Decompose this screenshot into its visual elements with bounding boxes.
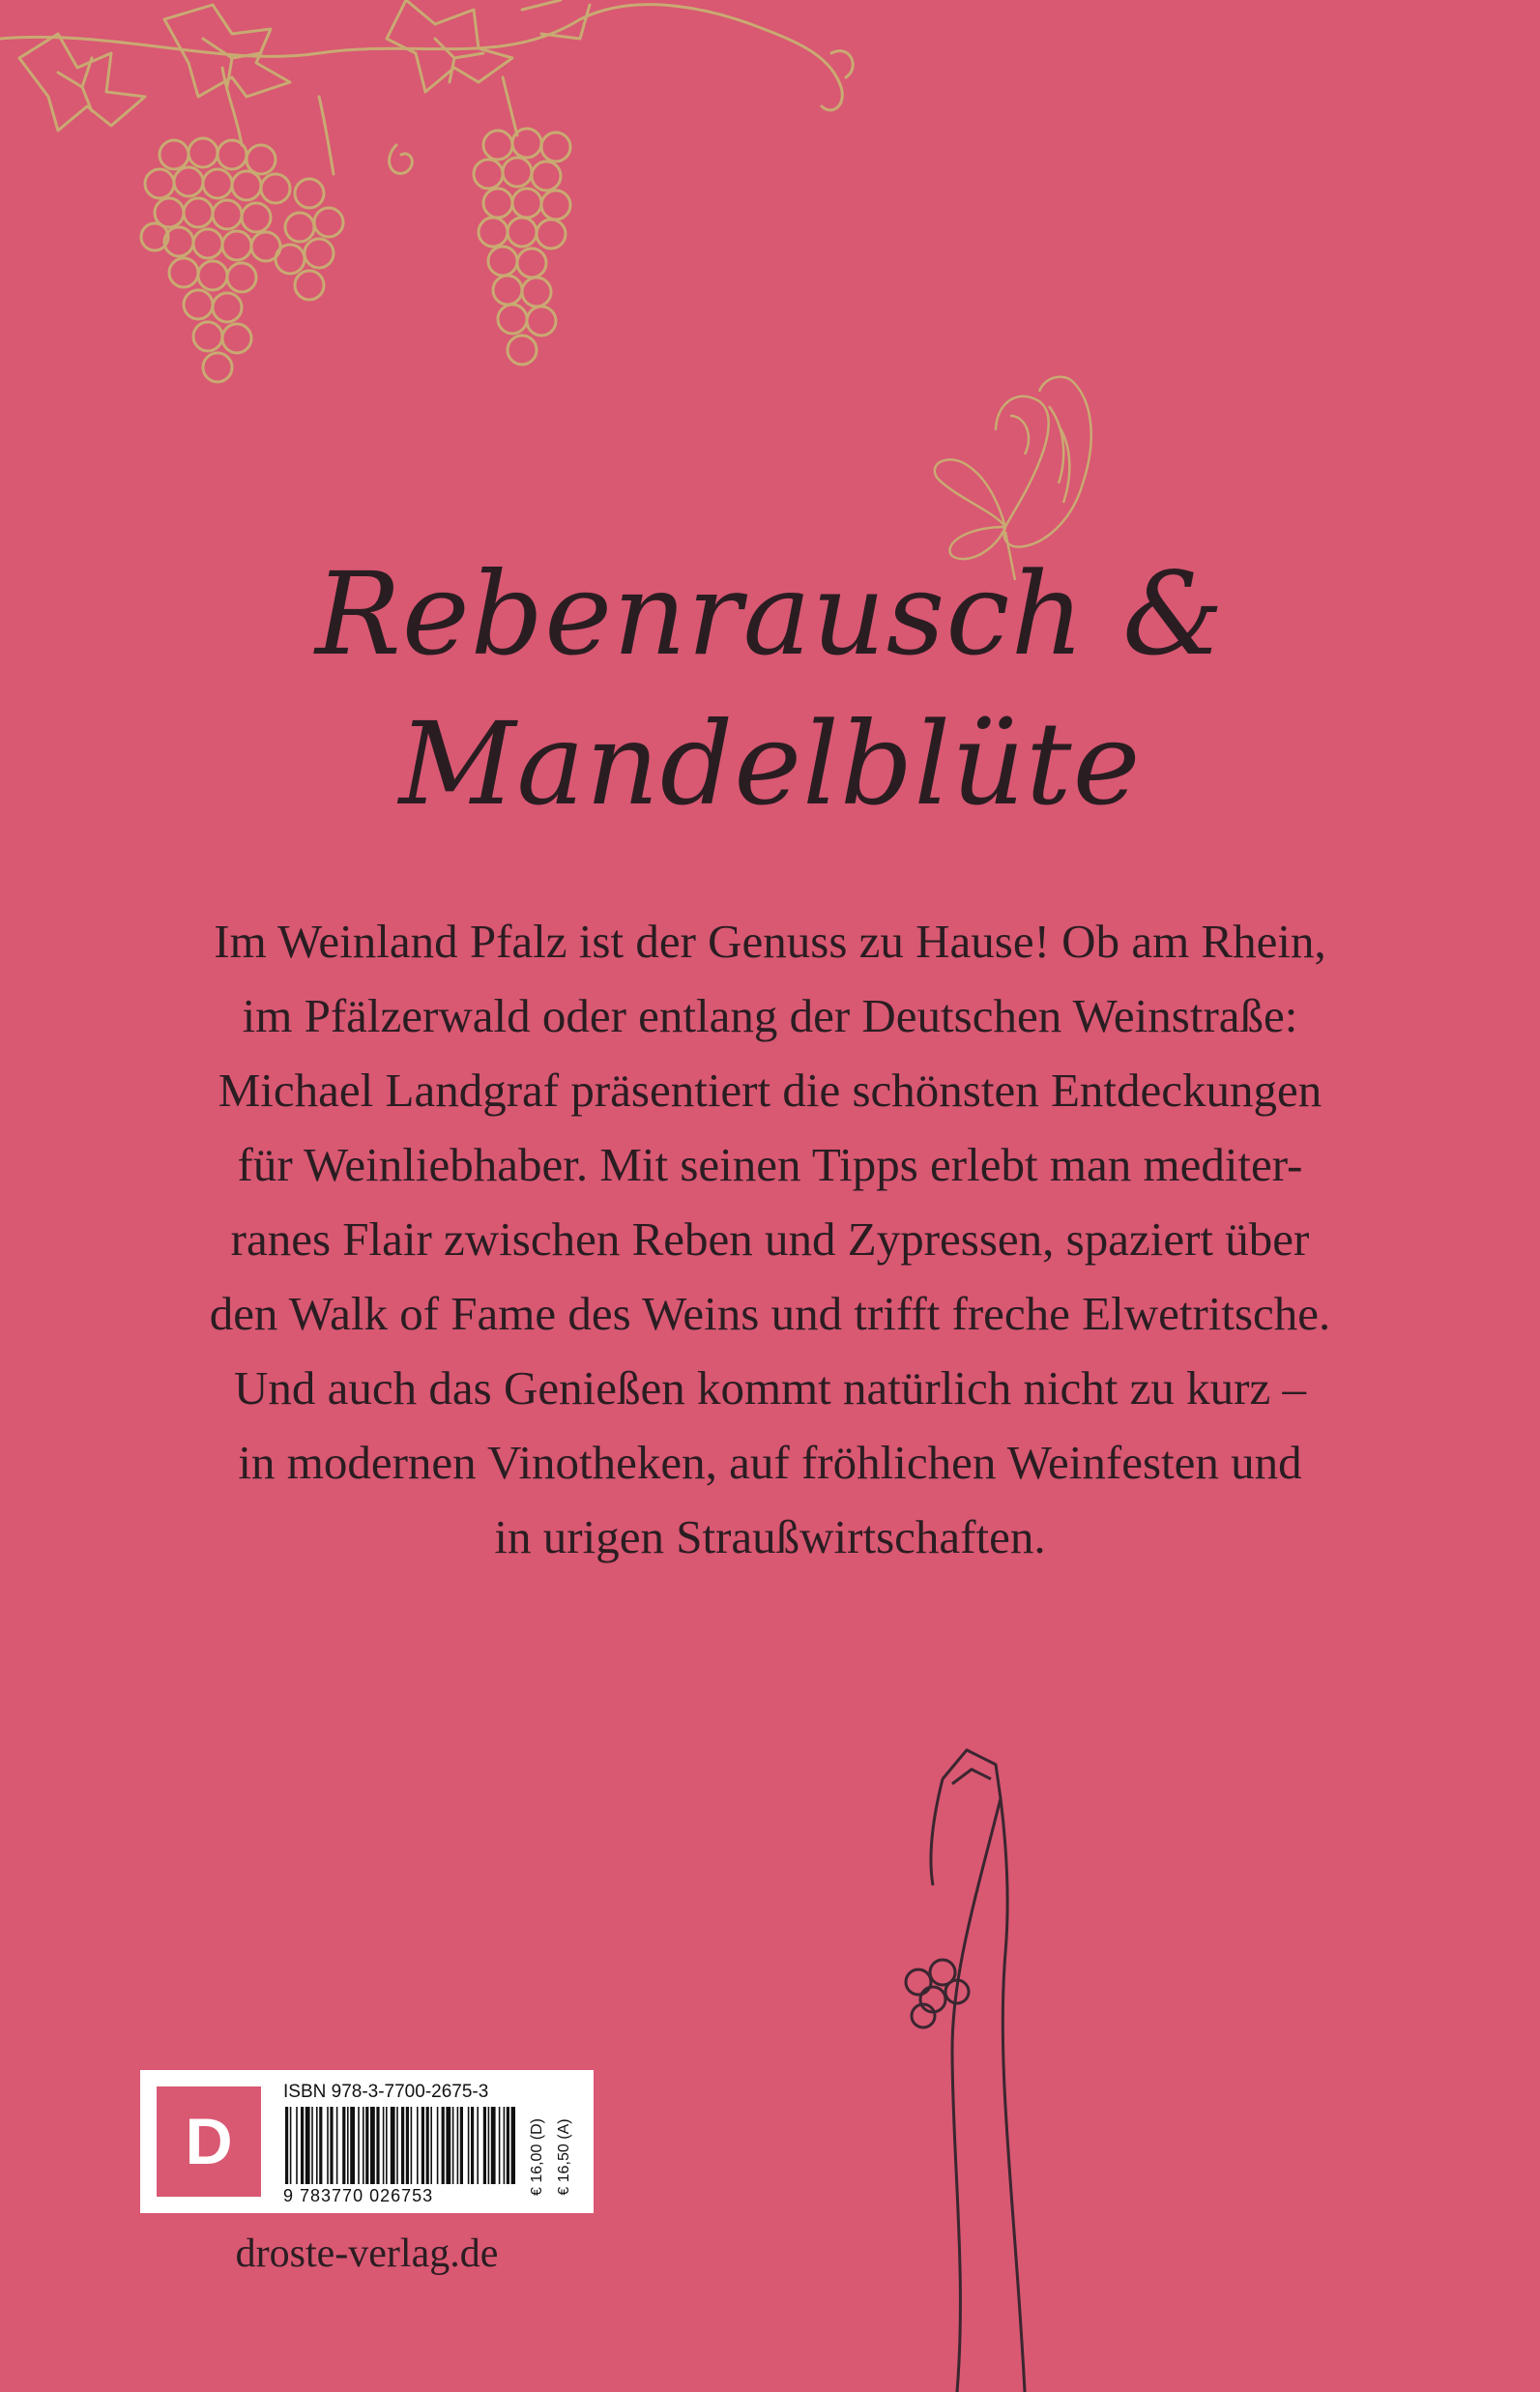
barcode-bar [296,2107,298,2184]
barcode-bar [460,2107,463,2184]
barcode-bar [452,2107,454,2184]
barcode-box [140,2070,594,2213]
barcode-bar [319,2107,322,2184]
barcode-bar [491,2107,496,2184]
barcode-bar [477,2107,479,2184]
publisher-logo [157,2086,261,2197]
barcode-bar [316,2107,318,2184]
barcode-bar [471,2107,474,2184]
barcode-bar [417,2107,419,2184]
blurb-line: in urigen Straußwirtschaften. [494,1510,1046,1563]
blurb-line: Michael Landgraf präsentiert die schönsten Entdeckungen [218,1064,1322,1117]
blurb-line: ranes Flair zwischen Reben und Zypressen, spaziert über [230,1212,1310,1266]
barcode-bar [468,2107,470,2184]
price-germany-text: € 16,00 (D) [529,2117,545,2197]
barcode-bar [370,2107,375,2184]
barcode-bar [446,2107,450,2184]
barcode-digits: 9 783770 026753 [283,2186,434,2205]
barcode-bar [406,2107,409,2184]
barcode-bar [363,2107,364,2184]
price-germany [527,2107,548,2207]
barcode-bar [504,2107,506,2184]
barcode-bar [401,2107,404,2184]
barcode-bar [301,2107,304,2184]
barcode-bar [376,2107,379,2184]
blurb-line: den Walk of Fame des Weins und trifft freche Elwetritsche. [209,1287,1331,1340]
barcode-bar [330,2107,333,2184]
publisher-website: droste-verlag.de [235,2232,499,2276]
barcode-bar [342,2107,345,2184]
barcode-bar [488,2107,490,2184]
barcode-bar [511,2107,515,2184]
grape-cluster-middle [474,129,570,365]
barcode-bar [336,2107,338,2184]
barcode-bar [386,2107,388,2184]
book-title-line-2: Mandelblüte [398,697,1142,831]
barcode-bar [290,2107,292,2184]
barcode-bar [426,2107,429,2184]
barcode-bar [483,2107,486,2184]
barcode-bars [283,2107,515,2184]
book-title-line-1: Rebenrausch & [315,547,1225,681]
barcode-bar [383,2107,385,2184]
barcode-bar [305,2107,310,2184]
barcode-bar [437,2107,439,2184]
grape-cluster-left [141,138,343,382]
blurb-line: im Pfälzerwald oder entlang der Deutschen Weinstraße: [242,989,1298,1042]
barcode-bar [396,2107,398,2184]
blurb-line: Und auch das Genießen kommt natürlich nicht zu kurz – [234,1361,1306,1415]
barcode-bar [358,2107,360,2184]
grape-vine-illustration [0,0,853,174]
barcode-bar [365,2107,368,2184]
barcode-bar [285,2107,288,2184]
isbn-number: ISBN 978-3-7700-2675-3 [283,2082,489,2102]
barcode-bar [507,2107,509,2184]
barcode-bar [391,2107,395,2184]
barcode-bar [442,2107,445,2184]
barcode-bar [457,2107,459,2184]
barcode-bar [327,2107,329,2184]
publisher-logo-letter: D [185,2105,233,2178]
wine-bottle-illustration [906,1750,1025,2392]
barcode-bar [311,2107,313,2184]
barcode-bar [411,2107,413,2184]
barcode-bar [350,2107,355,2184]
barcode-bar [347,2107,349,2184]
blurb-line: für Weinliebhaber. Mit seinen Tipps erlebt man mediter- [237,1138,1303,1191]
barcode-bar [499,2107,501,2184]
barcode-bar [430,2107,432,2184]
blurb [116,904,1424,1574]
price-austria-text: € 16,50 (A) [556,2118,572,2196]
blurb-line: Im Weinland Pfalz ist der Genuss zu Hause! Ob am Rhein, [214,915,1326,968]
barcode-bar [421,2107,424,2184]
price-austria [554,2107,575,2207]
blurb-line: in modernen Vinotheken, auf fröhlichen Weinfesten und [238,1436,1302,1489]
